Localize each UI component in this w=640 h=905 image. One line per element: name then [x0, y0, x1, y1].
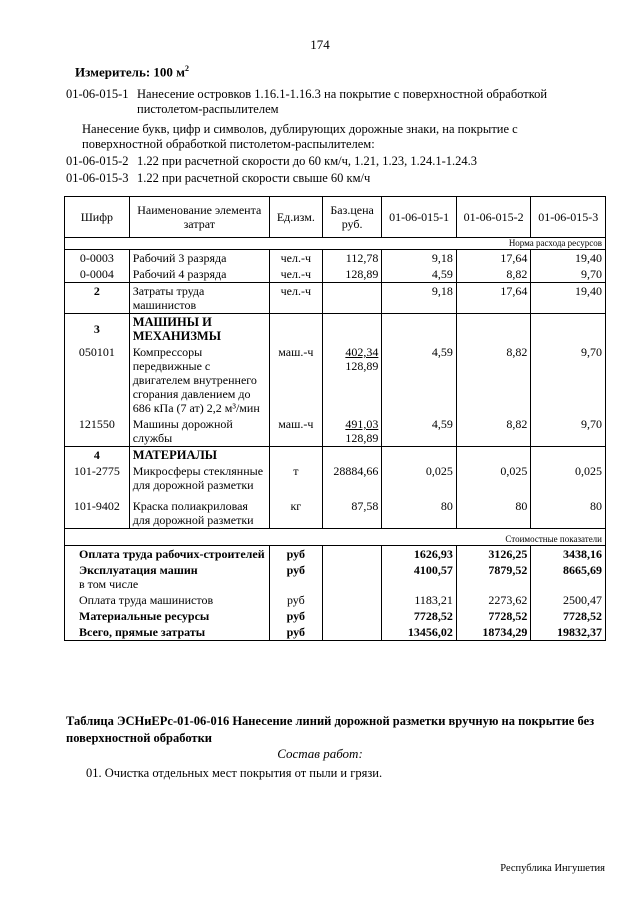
resource-table	[64, 196, 606, 641]
cost-value: 3438,16	[531, 546, 606, 563]
cell-value: 9,18	[382, 283, 457, 314]
cost-name	[65, 562, 270, 592]
table-row	[65, 283, 606, 314]
table-row	[65, 493, 606, 529]
cell-value: 19,40	[531, 250, 606, 267]
cell-value: 80	[382, 493, 457, 529]
intro-text: 1.22 при расчетной скорости до 60 км/ч, 1.21, 1.23, 1.24.1-1.24.3	[137, 154, 478, 168]
cost-row-total	[65, 624, 606, 641]
subheader-norm	[65, 238, 606, 250]
cost-name: Материальные ресурсы	[65, 608, 270, 624]
cell-value: 0,025	[456, 463, 531, 493]
cell-code: 121550	[65, 416, 130, 447]
cell-price: 28884,66	[322, 463, 382, 493]
measure-unit-text: Измеритель: 100 м	[75, 64, 186, 80]
cost-unit: руб	[269, 592, 322, 608]
cell-value: 9,70	[531, 416, 606, 447]
intro-text: 1.22 при расчетной скорости свыше 60 км/ч	[137, 171, 371, 185]
cell-unit: чел.-ч	[269, 266, 322, 283]
cell-value: 17,64	[456, 283, 531, 314]
cost-unit: руб	[269, 546, 322, 563]
price-machine: 491,03	[345, 417, 379, 431]
cell-name: Краска полиакриловая для дорожной разметки	[129, 493, 269, 529]
header-code: Шифр	[65, 197, 130, 238]
cost-sub-text: в том числе	[79, 577, 139, 591]
price-operator: 128,89	[345, 431, 379, 445]
cost-row	[65, 608, 606, 624]
intro-line-2: Нанесение букв, цифр и символов, дублирующих дорожные знаки, на покрытие с	[82, 122, 518, 136]
cell-value: 0,025	[382, 463, 457, 493]
measure-unit	[75, 64, 189, 80]
cell-value: 9,70	[531, 344, 606, 416]
cost-value: 2500,47	[531, 592, 606, 608]
subheader-norm-text: Норма расхода ресурсов	[65, 238, 606, 250]
section-title: МАТЕРИАЛЫ	[129, 447, 269, 464]
cost-value: 2273,62	[456, 592, 531, 608]
page-number: 174	[310, 37, 330, 52]
cell-name: Микросферы стеклянные для дорожной разметки	[129, 463, 269, 493]
cell-value: 8,82	[456, 344, 531, 416]
cell-unit: маш.-ч	[269, 416, 322, 447]
cell-price: 128,89	[322, 266, 382, 283]
cost-value: 3126,25	[456, 546, 531, 563]
cell-code: 050101	[65, 344, 130, 416]
cell-unit: чел.-ч	[269, 250, 322, 267]
cost-value: 7728,52	[531, 608, 606, 624]
cell-price: 112,78	[322, 250, 382, 267]
cost-value: 7728,52	[382, 608, 457, 624]
intro-text: Нанесение островков 1.16.1-1.16.3 на покрытие с поверхностной обработкой	[137, 87, 548, 101]
cell-unit: т	[269, 463, 322, 493]
footer-region: Республика Ингушетия	[500, 863, 605, 874]
work-item: 01. Очистка отдельных мест покрытия от пыли и грязи.	[86, 766, 383, 780]
cell-code: 2	[65, 283, 130, 314]
table-header-row	[65, 197, 606, 238]
header-col-1: 01-06-015-1	[382, 197, 457, 238]
section-row-materials	[65, 447, 606, 464]
cost-unit: руб	[269, 562, 322, 592]
cell-name: Рабочий 4 разряда	[129, 266, 269, 283]
section-row-machines	[65, 314, 606, 345]
cell-name: Компрессоры передвижные с двигателем внутреннего сгорания давлением до 686 кПа (7 ат) 2,2 м³/мин	[129, 344, 269, 416]
cell-name: Затраты труда машинистов	[129, 283, 269, 314]
subheader-cost	[65, 529, 606, 546]
cell-value: 80	[531, 493, 606, 529]
cell-value: 4,59	[382, 416, 457, 447]
next-table-title: Таблица ЭСНиЕРс-01-06-016 Нанесение линий дорожной разметки вручную на покрытие без поверхностной обработки	[66, 714, 595, 745]
composition-title: Состав работ:	[277, 746, 363, 761]
table-row	[65, 250, 606, 267]
cell-value: 4,59	[382, 344, 457, 416]
intro-code: 01-06-015-1	[66, 87, 129, 101]
cell-value: 8,82	[456, 416, 531, 447]
cost-value: 1183,21	[382, 592, 457, 608]
cost-row	[65, 546, 606, 563]
cost-value: 7879,52	[456, 562, 531, 592]
cost-row	[65, 592, 606, 608]
section-code: 3	[65, 314, 130, 345]
intro-code: 01-06-015-2	[66, 154, 129, 168]
cell-value: 17,64	[456, 250, 531, 267]
cost-value: 19832,37	[531, 624, 606, 641]
cell-code: 101-2775	[65, 463, 130, 493]
intro-code: 01-06-015-3	[66, 171, 129, 185]
section-code: 4	[65, 447, 130, 464]
header-unit: Ед.изм.	[269, 197, 322, 238]
header-col-3: 01-06-015-3	[531, 197, 606, 238]
cell-name: Рабочий 3 разряда	[129, 250, 269, 267]
table-row	[65, 463, 606, 493]
cell-price	[322, 416, 382, 447]
cell-value: 8,82	[456, 266, 531, 283]
cost-name-text: Эксплуатация машин	[79, 563, 198, 577]
cost-unit: руб	[269, 608, 322, 624]
cost-unit: руб	[269, 624, 322, 641]
cell-code: 0-0003	[65, 250, 130, 267]
cost-value: 1626,93	[382, 546, 457, 563]
cell-price: 87,58	[322, 493, 382, 529]
cost-value: 13456,02	[382, 624, 457, 641]
table-row	[65, 416, 606, 447]
table-row	[65, 266, 606, 283]
cell-code: 101-9402	[65, 493, 130, 529]
intro-line-2-cont: поверхностной обработкой пистолетом-распылителем:	[82, 137, 375, 151]
cost-name: Оплата труда машинистов	[65, 592, 270, 608]
cost-value: 18734,29	[456, 624, 531, 641]
table-row	[65, 344, 606, 416]
cell-code: 0-0004	[65, 266, 130, 283]
cell-unit: чел.-ч	[269, 283, 322, 314]
cost-row	[65, 562, 606, 592]
cost-value: 4100,57	[382, 562, 457, 592]
cell-value: 9,18	[382, 250, 457, 267]
measure-unit-sup: 2	[185, 64, 190, 73]
header-price: Баз.цена руб.	[322, 197, 382, 238]
section-title: МАШИНЫ И МЕХАНИЗМЫ	[129, 314, 269, 345]
subheader-cost-text: Стоимостные показатели	[65, 529, 606, 546]
cell-price	[322, 283, 382, 314]
cell-value: 0,025	[531, 463, 606, 493]
cell-value: 80	[456, 493, 531, 529]
cell-name: Машины дорожной службы	[129, 416, 269, 447]
cell-unit: маш.-ч	[269, 344, 322, 416]
intro-line-1-cont: пистолетом-распылителем	[137, 102, 279, 116]
price-operator: 128,89	[345, 359, 379, 373]
cost-name: Оплата труда рабочих-строителей	[65, 546, 270, 563]
intro-line-1	[66, 87, 547, 102]
header-name: Наименование элемента затрат	[129, 197, 269, 238]
cell-value: 9,70	[531, 266, 606, 283]
header-col-2: 01-06-015-2	[456, 197, 531, 238]
cell-unit: кг	[269, 493, 322, 529]
cell-price	[322, 344, 382, 416]
intro-line-3	[66, 154, 477, 169]
intro-line-4	[66, 171, 370, 186]
cell-value: 19,40	[531, 283, 606, 314]
cost-value: 7728,52	[456, 608, 531, 624]
cost-name: Всего, прямые затраты	[65, 624, 270, 641]
cell-value: 4,59	[382, 266, 457, 283]
cost-value: 8665,69	[531, 562, 606, 592]
price-machine: 402,34	[345, 345, 379, 359]
